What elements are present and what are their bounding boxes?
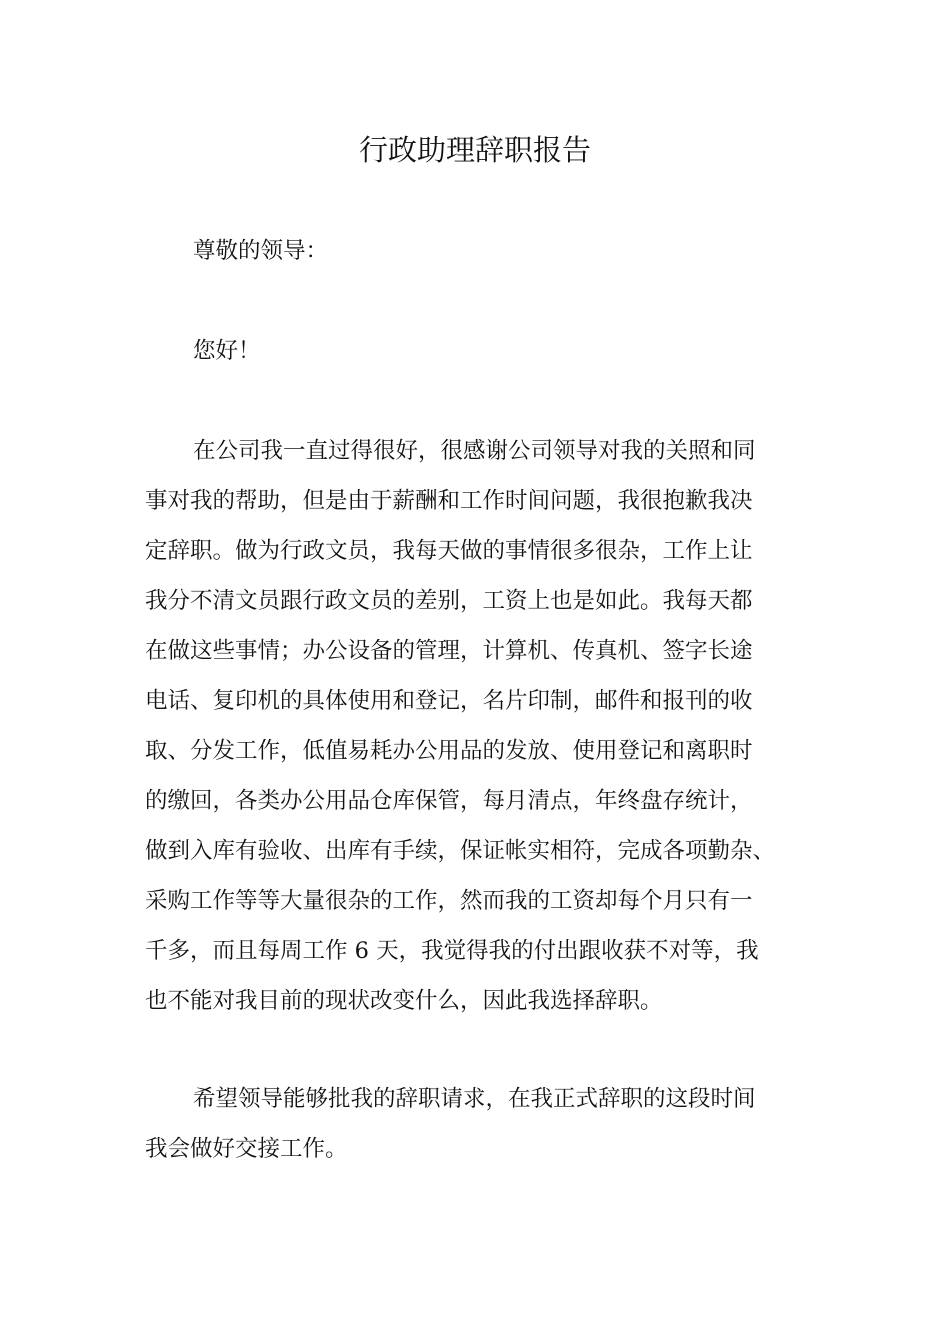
paragraph-line: 定辞职。做为行政文员，我每天做的事情很多很杂，工作上让 (145, 538, 753, 564)
paragraph-line: 取、分发工作，低值易耗办公用品的发放、使用登记和离职时 (145, 738, 753, 764)
salutation-text: 尊敬的领导： (193, 238, 329, 264)
paragraph-line: 我分不清文员跟行政文员的差别，工资上也是如此。我每天都 (145, 588, 753, 614)
paragraph-line: 采购工作等等大量很杂的工作，然而我的工资却每个月只有一 (145, 888, 753, 914)
greeting (145, 326, 825, 376)
paragraph-line: 的缴回，各类办公用品仓库保管，每月清点，年终盘存统计， (145, 788, 753, 814)
body-paragraph-2 (145, 1074, 825, 1174)
paragraph-line: 在公司我一直过得很好，很感谢公司领导对我的关照和同 (193, 438, 756, 464)
paragraph-line: 也不能对我目前的现状改变什么，因此我选择辞职。 (145, 988, 663, 1014)
paragraph-line: 我会做好交接工作。 (145, 1136, 348, 1162)
paragraph-line: 希望领导能够批我的辞职请求，在我正式辞职的这段时间 (193, 1086, 756, 1112)
paragraph-line: 在做这些事情；办公设备的管理，计算机、传真机、签字长途 (145, 638, 753, 664)
paragraph-line: 做到入库有验收、出库有手续，保证帐实相符，完成各项勤杂、 (145, 838, 776, 864)
paragraph-line: 事对我的帮助，但是由于薪酬和工作时间问题，我很抱歉我决 (145, 488, 753, 514)
document-title: 行政助理辞职报告 (358, 133, 591, 167)
body-paragraph-1 (145, 426, 825, 1026)
salutation (145, 226, 825, 276)
paragraph-line: 电话、复印机的具体使用和登记，名片印制，邮件和报刊的收 (145, 688, 753, 714)
greeting-text: 您好！ (193, 338, 261, 364)
paragraph-line: 千多，而且每周工作 6 天，我觉得我的付出跟收获不对等，我 (145, 938, 759, 964)
